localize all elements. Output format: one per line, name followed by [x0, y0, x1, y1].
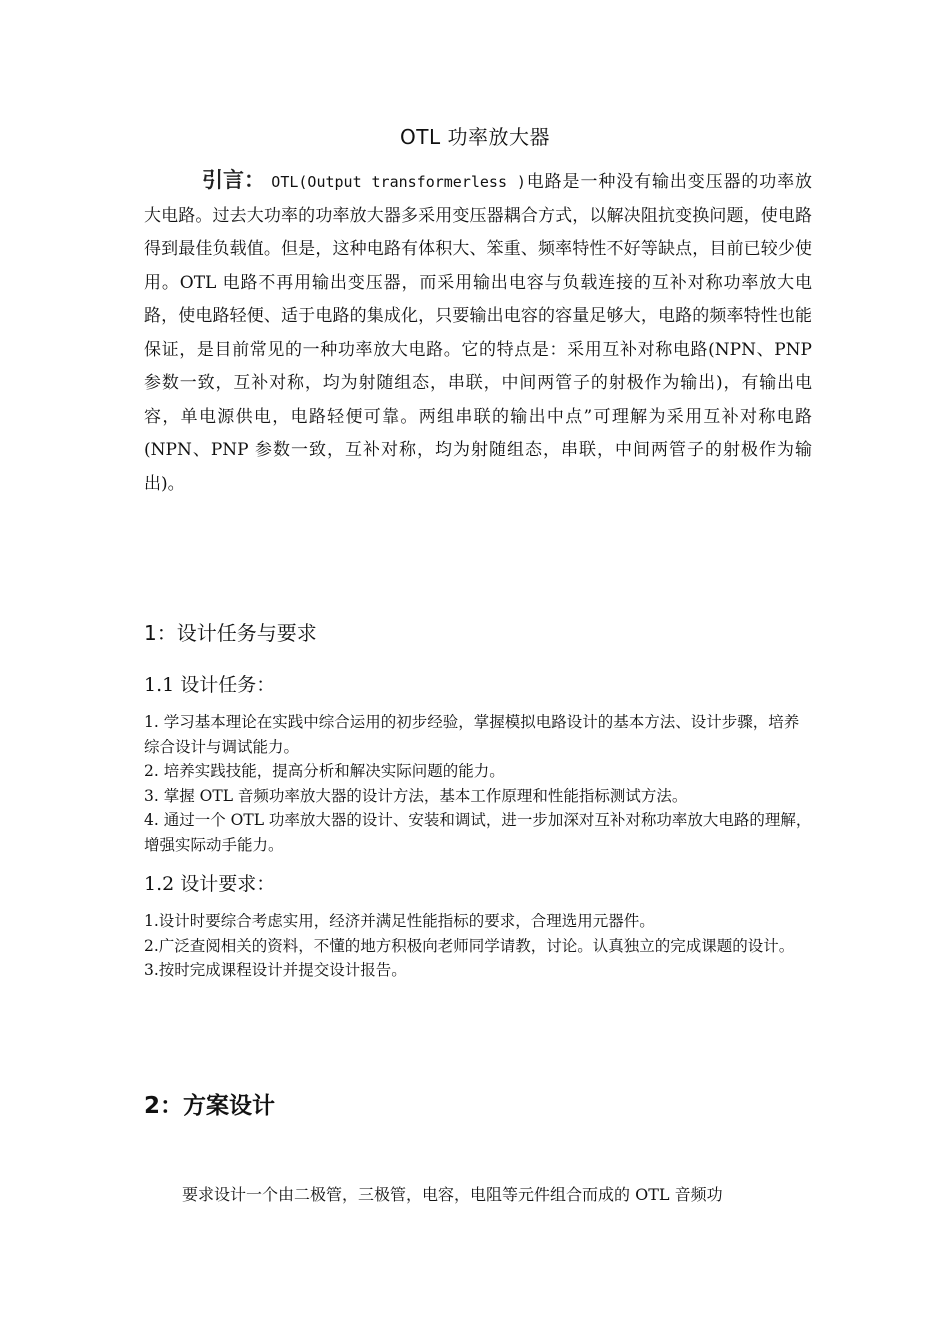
list-item: 3.按时完成课程设计并提交设计报告。: [144, 961, 407, 979]
list-item: 1. 学习基本理论在实践中综合运用的初步经验，掌握模拟电路设计的基本方法、设计步骤，培养综合设计与调试能力。: [144, 713, 800, 756]
list-item: 3. 掌握 OTL 音频功率放大器的设计方法，基本工作原理和性能指标测试方法。: [144, 786, 688, 805]
intro-text: 电路是一种没有输出变压器的功率放大电路。过去大功率的功率放大器多采用变压器耦合方式，以解决阻抗变换问题，使电路得到最佳负载值。但是，这种电路有体积大、笨重、频率特性不好等缺点，目前已较少使用。OTL 电路不再用输出变压器，而采用输出电容与负载连接的互补对称功率放大电路，使电路轻便、适于电路的集成化，只要输出电容的容量足够大，电路的频率特性也能保证，是目前常见的一种功率放大电路。它的特点是：采用互补对称电路(NPN、PNP 参数一致，互补对称，均为射随组态，串联，中间两管子的射极作为输出)，有输出电容，单电源供电，电路轻便可靠。两组串联的输出中点”可理解为采用互补对称电路(NPN、PNP 参数一致，互补对称，均为射随组态，串联，中间两管子的射极作为输出)。: [144, 172, 813, 494]
section1-2-heading: 1.2 设计要求：: [144, 873, 276, 895]
section2-heading: 2：方案设计: [144, 1093, 276, 1119]
task-list: [144, 710, 812, 857]
list-item: 4. 通过一个 OTL 功率放大器的设计、安装和调试，进一步加深对互补对称功率放大电路的理解，增强实际动手能力。: [144, 811, 812, 854]
list-item: 2. 培养实践技能，提高分析和解决实际问题的能力。: [144, 762, 505, 780]
list-item: 1.设计时要综合考虑实用，经济并满足性能指标的要求，合理选用元器件。: [144, 912, 655, 930]
section1-heading: 1：设计任务与要求: [144, 621, 317, 645]
section1-1-heading: 1.1 设计任务：: [144, 674, 276, 696]
section2-paragraph: 要求设计一个由二极管，三极管，电容，电阻等元件组合而成的 OTL 音频功: [182, 1185, 723, 1204]
intro-paragraph: [144, 164, 812, 501]
document-title: OTL 功率放大器: [400, 125, 550, 149]
requirement-list: [144, 909, 812, 983]
intro-prefix: OTL(Output transformerless ): [271, 173, 526, 191]
intro-lead: 引言：: [202, 168, 265, 192]
list-item: 2.广泛查阅相关的资料，不懂的地方积极向老师同学请教，讨论。认真独立的完成课题的设计。: [144, 936, 795, 955]
